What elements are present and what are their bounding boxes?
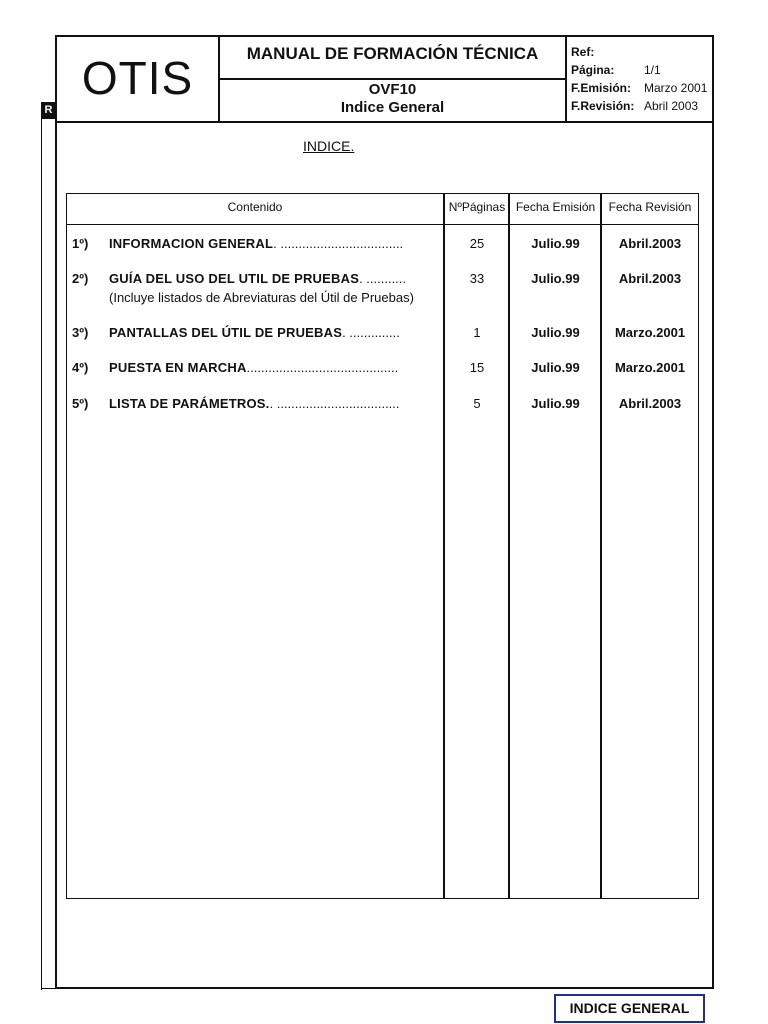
- meta-revision-label: F.Revisión:: [571, 99, 635, 113]
- row-pages: 25: [469, 236, 485, 251]
- side-mark: R: [41, 102, 56, 119]
- document-subtitle: Indice General: [340, 99, 445, 116]
- column-divider: [443, 193, 445, 899]
- row-pages: 33: [469, 271, 485, 286]
- row-title-text: PANTALLAS DEL ÚTIL DE PRUEBAS: [109, 325, 343, 340]
- row-issue-date: Julio.99: [531, 396, 580, 411]
- row-title-text: INFORMACION GENERAL: [109, 236, 274, 251]
- header-divider-middle: [219, 78, 566, 80]
- row-title: [109, 236, 403, 251]
- row-revision-date: Marzo.2001: [614, 360, 686, 375]
- row-title-text: LISTA DE PARÁMETROS.: [109, 396, 270, 411]
- row-issue-date: Julio.99: [531, 325, 580, 340]
- footer-section-label: INDICE GENERAL: [554, 994, 705, 1023]
- document-code: OVF10: [368, 81, 417, 98]
- manual-title: MANUAL DE FORMACIÓN TÉCNICA: [246, 44, 539, 63]
- row-revision-date: Abril.2003: [618, 271, 682, 286]
- meta-issue-label: F.Emisión:: [571, 81, 632, 95]
- row-issue-date: Julio.99: [531, 360, 580, 375]
- column-divider: [600, 193, 602, 899]
- column-divider: [508, 193, 510, 899]
- meta-revision-value: Abril 2003: [644, 99, 699, 113]
- row-title-text: GUÍA DEL USO DEL UTIL DE PRUEBAS: [109, 271, 360, 286]
- column-header-issue-date: Fecha Emisión: [515, 200, 596, 214]
- row-revision-date: Abril.2003: [618, 236, 682, 251]
- row-number: 5º): [72, 396, 89, 411]
- row-issue-date: Julio.99: [531, 236, 580, 251]
- meta-page-value: 1/1: [644, 63, 661, 77]
- row-number: 3º): [72, 325, 89, 340]
- leader-dots: ..........................................: [246, 360, 399, 375]
- row-title: [109, 325, 400, 340]
- row-revision-date: Marzo.2001: [614, 325, 686, 340]
- margin-line-foot: [41, 988, 55, 989]
- row-pages: 15: [469, 360, 485, 375]
- leader-dots: . ...........: [359, 271, 407, 286]
- meta-ref-label: Ref:: [571, 45, 595, 59]
- row-title: [109, 396, 400, 411]
- column-header-revision-date: Fecha Revisión: [608, 200, 692, 214]
- index-heading: INDICE.: [303, 138, 355, 154]
- leader-dots: . ..................................: [273, 236, 404, 251]
- row-note: (Incluye listados de Abreviaturas del Útil de Pruebas): [109, 290, 414, 305]
- leader-dots: . ..............: [342, 325, 400, 340]
- row-title: [109, 271, 406, 286]
- row-pages: 1: [473, 325, 481, 340]
- margin-line: [41, 118, 42, 990]
- row-pages: 5: [473, 396, 481, 411]
- row-revision-date: Abril.2003: [618, 396, 682, 411]
- table-header-divider: [66, 224, 699, 225]
- leader-dots: . ..................................: [269, 396, 400, 411]
- row-number: 4º): [72, 360, 89, 375]
- column-header-pages: NºPáginas: [448, 200, 506, 214]
- row-title: [109, 360, 398, 375]
- meta-issue-value: Marzo 2001: [644, 81, 708, 95]
- header-divider: [55, 121, 714, 123]
- meta-page-label: Página:: [571, 63, 615, 77]
- column-header-content: Contenido: [227, 200, 283, 214]
- row-number: 1º): [72, 236, 89, 251]
- row-issue-date: Julio.99: [531, 271, 580, 286]
- otis-logo: OTIS: [81, 52, 194, 104]
- row-number: 2º): [72, 271, 89, 286]
- row-title-text: PUESTA EN MARCHA: [109, 360, 247, 375]
